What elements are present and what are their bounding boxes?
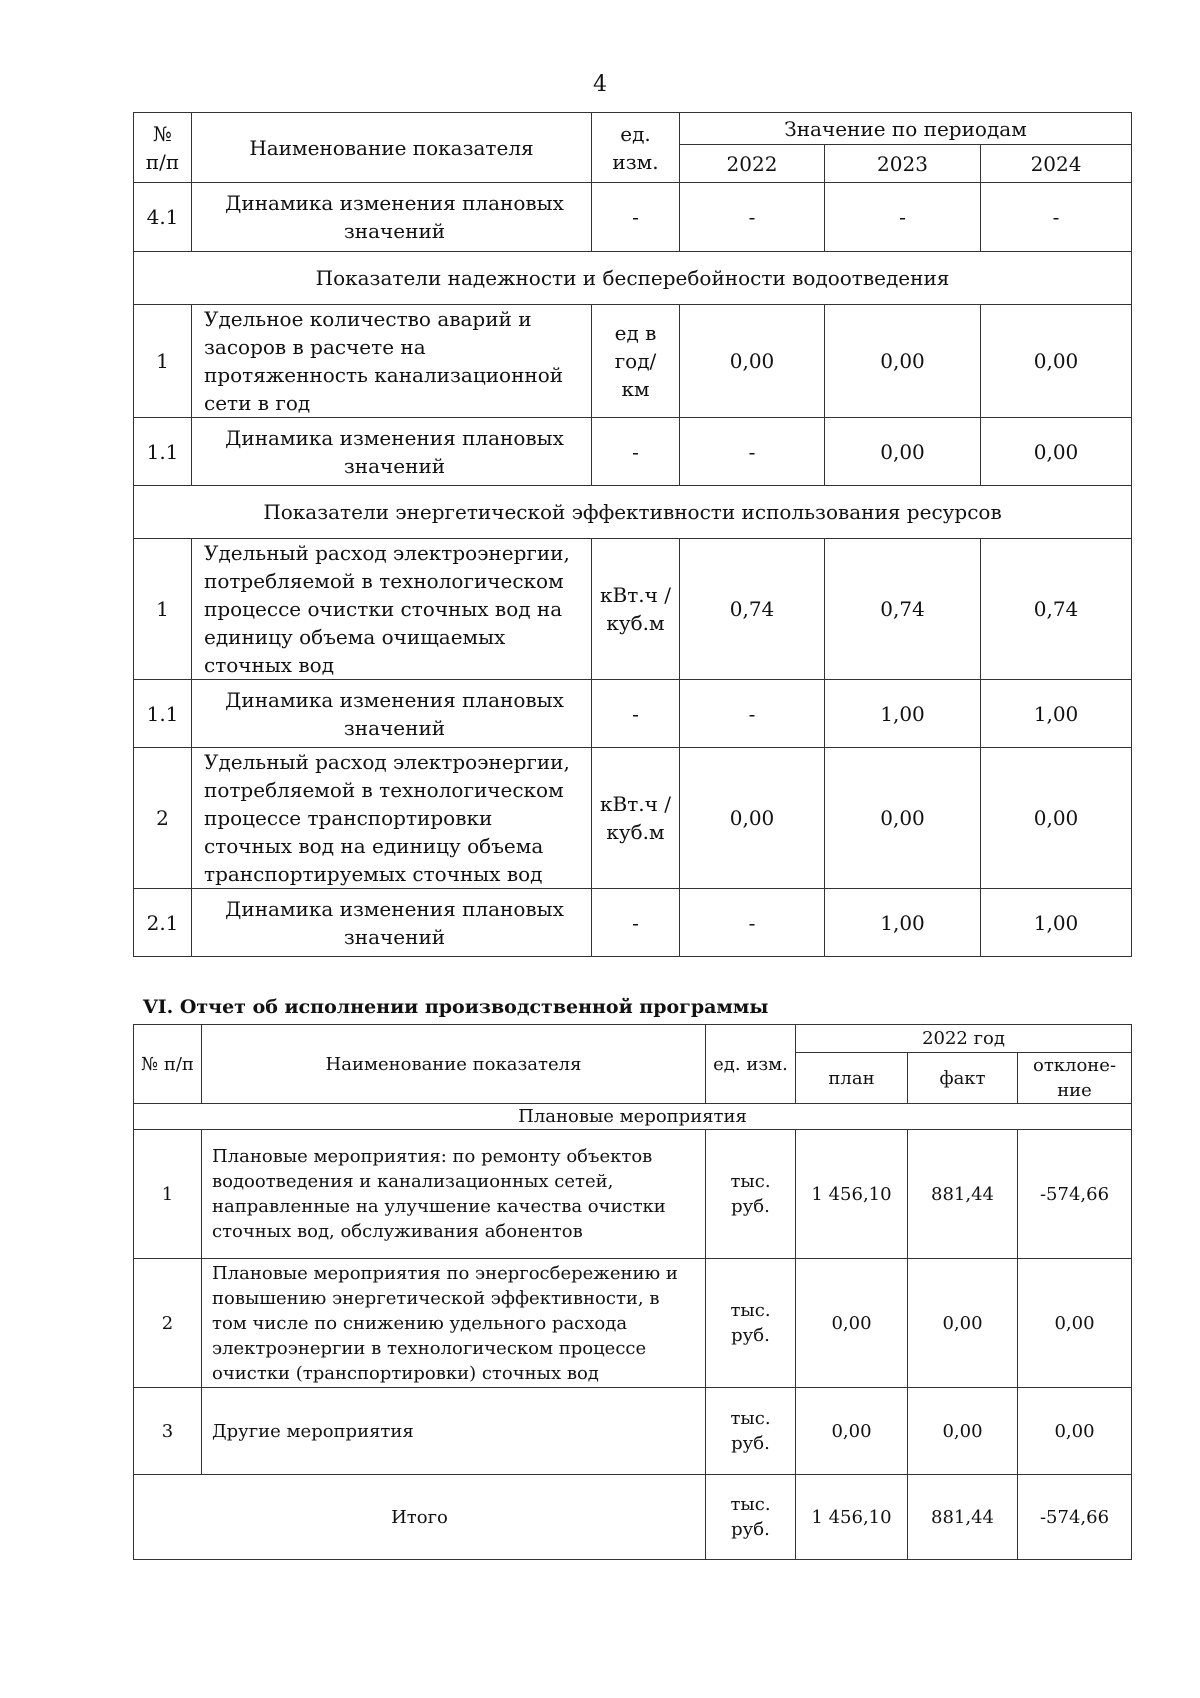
table-row: [134, 748, 1132, 889]
header-name: Наименование показателя: [202, 1025, 706, 1104]
row-num: 1.1: [134, 680, 192, 748]
section-title: VI. Отчет об исполнении производственной программы: [143, 996, 769, 1018]
row-unit: тыс. руб.: [706, 1130, 796, 1259]
row-num: 2.1: [134, 889, 192, 957]
total-fact: 881,44: [908, 1475, 1018, 1560]
row-name: Удельное количество аварий и засоров в расчете на протяженность канализационной сети в год: [192, 305, 592, 418]
row-num: 1: [134, 1130, 202, 1259]
row-unit: -: [592, 183, 680, 252]
header-deviation: отклоне-ние: [1018, 1053, 1132, 1104]
row-value: 0,74: [981, 539, 1132, 680]
row-plan: 0,00: [796, 1259, 908, 1388]
table-row: [134, 1259, 1132, 1388]
table-row: [134, 183, 1132, 252]
row-value: 1,00: [981, 680, 1132, 748]
table-row: [134, 418, 1132, 486]
row-num: 1: [134, 539, 192, 680]
row-value: 0,74: [825, 539, 981, 680]
group-planned-measures: Плановые мероприятия: [134, 1104, 1132, 1130]
table-row: [134, 1388, 1132, 1475]
table-row: [134, 305, 1132, 418]
header-periods: Значение по периодам: [680, 113, 1132, 145]
header-year: 2022: [680, 145, 825, 183]
header-year: 2023: [825, 145, 981, 183]
row-deviation: -574,66: [1018, 1130, 1132, 1259]
row-num: 1: [134, 305, 192, 418]
row-value: 1,00: [825, 889, 981, 957]
header-num: № п/п: [134, 1025, 202, 1104]
row-name: Динамика изменения плановых значений: [192, 418, 592, 486]
row-unit: тыс. руб.: [706, 1259, 796, 1388]
total-label: Итого: [134, 1475, 706, 1560]
row-unit: -: [592, 680, 680, 748]
header-year: 2022 год: [796, 1025, 1132, 1053]
table-row: [134, 680, 1132, 748]
indicators-table: [133, 112, 1132, 957]
row-num: 2: [134, 748, 192, 889]
header-unit: ед. изм.: [592, 113, 680, 183]
row-fact: 881,44: [908, 1130, 1018, 1259]
row-value: -: [981, 183, 1132, 252]
row-value: 0,00: [981, 418, 1132, 486]
section-reliability: Показатели надежности и бесперебойности водоотведения: [134, 252, 1132, 305]
row-name: Динамика изменения плановых значений: [192, 183, 592, 252]
row-value: -: [680, 889, 825, 957]
section-energy: Показатели энергетической эффективности использования ресурсов: [134, 486, 1132, 539]
row-value: -: [680, 418, 825, 486]
total-plan: 1 456,10: [796, 1475, 908, 1560]
total-row: [134, 1475, 1132, 1560]
row-num: 1.1: [134, 418, 192, 486]
row-value: 0,00: [680, 748, 825, 889]
header-name: Наименование показателя: [192, 113, 592, 183]
table-row: [134, 889, 1132, 957]
row-value: 0,74: [680, 539, 825, 680]
row-fact: 0,00: [908, 1388, 1018, 1475]
program-report-table: [133, 1024, 1132, 1560]
row-value: -: [825, 183, 981, 252]
row-unit: -: [592, 418, 680, 486]
row-num: 3: [134, 1388, 202, 1475]
table-row: [134, 539, 1132, 680]
row-value: 0,00: [825, 748, 981, 889]
row-value: 0,00: [825, 305, 981, 418]
total-deviation: -574,66: [1018, 1475, 1132, 1560]
row-num: 4.1: [134, 183, 192, 252]
table-row: [134, 1130, 1132, 1259]
row-value: 0,00: [680, 305, 825, 418]
row-name: Удельный расход электроэнергии, потребляемой в технологическом процессе очистки сточных вод на единицу объема очищаемых сточных вод: [192, 539, 592, 680]
row-unit: ед в год/ км: [592, 305, 680, 418]
row-value: -: [680, 183, 825, 252]
header-num: № п/п: [134, 113, 192, 183]
row-unit: кВт.ч / куб.м: [592, 748, 680, 889]
row-value: -: [680, 680, 825, 748]
header-fact: факт: [908, 1053, 1018, 1104]
row-name: Удельный расход электроэнергии, потребляемой в технологическом процессе транспортировки сточных вод на единицу объема транспортируемых сточных вод: [192, 748, 592, 889]
row-unit: -: [592, 889, 680, 957]
row-name: Динамика изменения плановых значений: [192, 680, 592, 748]
row-value: 0,00: [981, 305, 1132, 418]
row-name: Плановые мероприятия: по ремонту объектов водоотведения и канализационных сетей, направленные на улучшение качества очистки сточных вод, обслуживания абонентов: [202, 1130, 706, 1259]
row-value: 0,00: [981, 748, 1132, 889]
row-value: 0,00: [825, 418, 981, 486]
row-plan: 0,00: [796, 1388, 908, 1475]
row-unit: кВт.ч / куб.м: [592, 539, 680, 680]
row-plan: 1 456,10: [796, 1130, 908, 1259]
row-deviation: 0,00: [1018, 1259, 1132, 1388]
row-unit: тыс. руб.: [706, 1388, 796, 1475]
row-name: Плановые мероприятия по энергосбережению и повышению энергетической эффективности, в том числе по снижению удельного расхода электроэнергии в технологическом процессе очистки (транспортировки) сточных вод: [202, 1259, 706, 1388]
header-unit: ед. изм.: [706, 1025, 796, 1104]
row-deviation: 0,00: [1018, 1388, 1132, 1475]
page-number: 4: [593, 72, 607, 97]
row-name: Другие мероприятия: [202, 1388, 706, 1475]
header-year: 2024: [981, 145, 1132, 183]
row-name: Динамика изменения плановых значений: [192, 889, 592, 957]
row-value: 1,00: [981, 889, 1132, 957]
row-value: 1,00: [825, 680, 981, 748]
total-unit: тыс. руб.: [706, 1475, 796, 1560]
row-num: 2: [134, 1259, 202, 1388]
header-plan: план: [796, 1053, 908, 1104]
row-fact: 0,00: [908, 1259, 1018, 1388]
